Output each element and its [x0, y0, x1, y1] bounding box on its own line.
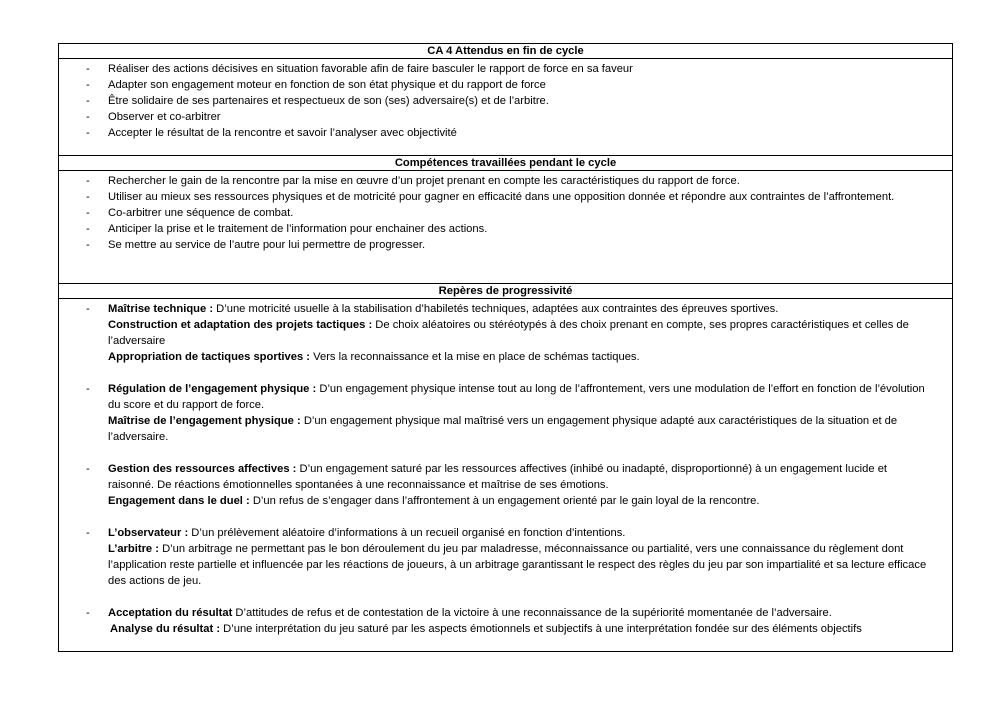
item-label: Appropriation de tactiques sportives : — [108, 351, 311, 363]
item-label: Analyse du résultat : — [110, 623, 221, 635]
item-label: Gestion des ressources affectives : — [108, 463, 297, 475]
bullet-dash: - — [86, 527, 90, 539]
item-desc: D’une interprétation du jeu saturé par les aspects émotionnels et subjectifs à une interprétation fondée sur des éléments objectifs — [220, 623, 862, 635]
item-label: Acceptation du résultat — [108, 607, 233, 619]
list-item — [59, 205, 952, 221]
list-item — [59, 93, 952, 109]
item-desc: Vers la reconnaissance et la mise en place de schémas tactiques. — [310, 351, 640, 363]
item-text: Anticiper la prise et le traitement de l’information pour enchainer des actions. — [108, 223, 488, 235]
item-text — [108, 605, 952, 621]
item-desc: D’un engagement physique intense tout au long de l’affrontement, vers une modulation de l’effort en fonction de l’évolution du score et du rapport de force. — [108, 383, 925, 411]
sub-item — [59, 621, 952, 637]
spacer — [59, 589, 952, 605]
item-text: Observer et co-arbitrer — [108, 111, 221, 123]
bullet-dash: - — [86, 463, 90, 475]
item-text — [108, 381, 952, 413]
list-reperes — [59, 299, 952, 651]
section-title-reperes: Repères de progressivité — [59, 284, 952, 299]
item-label: Engagement dans le duel : — [108, 495, 250, 507]
item-desc: D’un engagement saturé par les ressources affectives (inhibé ou inadapté, disproportionné) à un engagement lucide et raisonné. De réactions émotionnelles spontanées à une reconnaissance et maîtrise de ses émotions. — [108, 463, 888, 491]
item-label: Construction et adaptation des projets tactiques : — [108, 319, 373, 331]
section-competences — [59, 156, 952, 284]
bullet-dash: - — [86, 127, 90, 139]
item-text: Réaliser des actions décisives en situation favorable afin de faire basculer le rapport de force en sa faveur — [108, 63, 633, 75]
spacer — [59, 445, 952, 461]
document-table — [58, 43, 953, 652]
spacer — [59, 509, 952, 525]
item-text: Se mettre au service de l’autre pour lui permettre de progresser. — [108, 239, 426, 251]
sub-item — [59, 317, 952, 349]
sub-item — [59, 541, 952, 589]
list-competences — [59, 171, 952, 284]
item-text — [108, 301, 952, 317]
bullet-dash: - — [86, 111, 90, 123]
sub-item — [59, 493, 952, 509]
list-item — [59, 109, 952, 125]
item-desc: D’un engagement physique mal maîtrisé vers un engagement physique adapté aux caractéristiques de la situation et de l’adversaire. — [108, 415, 898, 443]
item-desc: D’un arbitrage ne permettant pas le bon déroulement du jeu par maladresse, méconnaissance ou partialité, vers une connaissance du règlement dont l’application reste partielle et influencée par les réactions de joueurs, à un arbitrage garantissant le respect des règles du jeu par son impartialité et sa lecture efficace des actions de jeu. — [108, 543, 927, 587]
bullet-dash: - — [86, 63, 90, 75]
item-label: Maîtrise technique : — [108, 303, 214, 315]
item-desc: De choix aléatoires ou stéréotypés à des choix prenant en compte, ses propres caractéristiques et celles de l’adversaire — [108, 319, 909, 347]
section-title-attendus: CA 4 Attendus en fin de cycle — [59, 44, 952, 59]
list-item — [59, 125, 952, 141]
list-item — [59, 173, 952, 189]
bullet-dash: - — [86, 95, 90, 107]
list-item — [59, 221, 952, 237]
item-desc: D’une motricité usuelle à la stabilisation d’habiletés techniques, adaptées aux contraintes des épreuves sportives. — [213, 303, 779, 315]
item-text: Co-arbitrer une séquence de combat. — [108, 207, 294, 219]
list-item — [59, 525, 952, 541]
list-item — [59, 605, 952, 621]
list-item — [59, 189, 952, 205]
list-item — [59, 77, 952, 93]
item-label: Régulation de l’engagement physique : — [108, 383, 317, 395]
bullet-dash: - — [86, 223, 90, 235]
item-label: L’observateur : — [108, 527, 189, 539]
item-desc: D’attitudes de refus et de contestation de la victoire à une reconnaissance de la supériorité momentanée de l’adversaire. — [232, 607, 832, 619]
item-text — [108, 461, 952, 493]
item-text: Utiliser au mieux ses ressources physiques et de motricité pour gagner en efficacité dans une opposition donnée et répondre aux contraintes de l’affrontement. — [108, 191, 895, 203]
bullet-dash: - — [86, 607, 90, 619]
sub-item — [59, 349, 952, 365]
spacer — [59, 365, 952, 381]
bullet-dash: - — [86, 79, 90, 91]
item-text: Rechercher le gain de la rencontre par la mise en œuvre d’un projet prenant en compte les caractéristiques du rapport de force. — [108, 175, 740, 187]
list-item — [59, 61, 952, 77]
list-attendus — [59, 59, 952, 156]
list-item — [59, 237, 952, 253]
bullet-dash: - — [86, 239, 90, 251]
item-text: Accepter le résultat de la rencontre et savoir l’analyser avec objectivité — [108, 127, 457, 139]
item-label: L’arbitre : — [108, 543, 159, 555]
item-text — [108, 525, 952, 541]
bullet-dash: - — [86, 175, 90, 187]
list-item — [59, 461, 952, 493]
item-label: Maîtrise de l’engagement physique : — [108, 415, 301, 427]
bullet-dash: - — [86, 191, 90, 203]
bullet-dash: - — [86, 383, 90, 395]
bullet-dash: - — [86, 207, 90, 219]
list-item — [59, 381, 952, 413]
sub-item — [59, 413, 952, 445]
section-title-competences: Compétences travaillées pendant le cycle — [59, 156, 952, 171]
section-reperes — [59, 284, 952, 651]
list-item — [59, 301, 952, 317]
bullet-dash: - — [86, 303, 90, 315]
item-desc: D’un refus de s’engager dans l’affrontement à un engagement orienté par le gain loyal de la rencontre. — [249, 495, 760, 507]
item-text: Être solidaire de ses partenaires et respectueux de son (ses) adversaire(s) et de l’arbitre. — [108, 95, 549, 107]
section-attendus — [59, 44, 952, 156]
item-text: Adapter son engagement moteur en fonction de son état physique et du rapport de force — [108, 79, 546, 91]
item-desc: D’un prélèvement aléatoire d’informations à un recueil organisé en fonction d’intentions. — [188, 527, 626, 539]
